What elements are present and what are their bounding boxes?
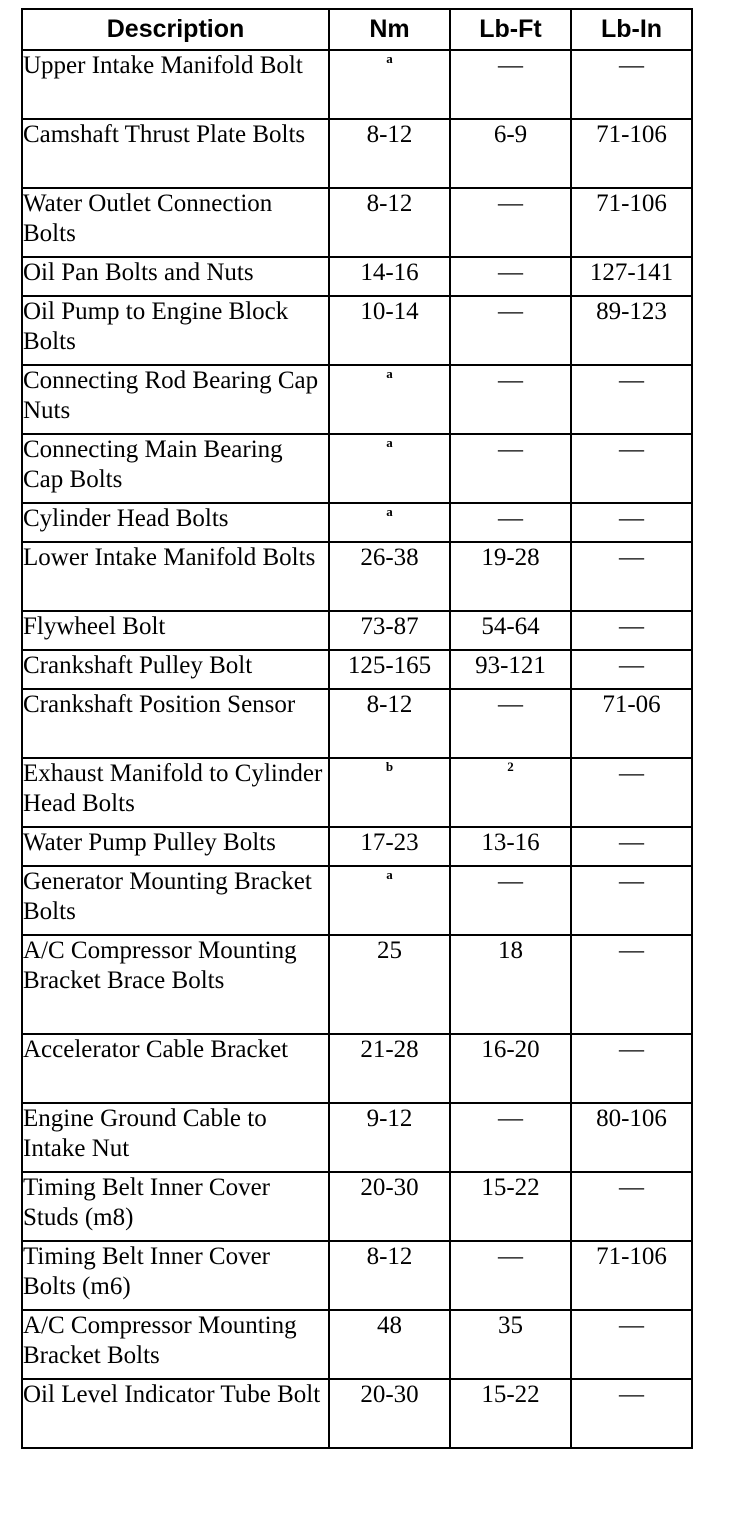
cell-lb-ft xyxy=(450,758,571,827)
cell-lb-ft: — xyxy=(450,866,571,935)
cell-lb-ft: — xyxy=(450,1241,571,1310)
cell-lb-in: 71-106 xyxy=(571,1241,692,1310)
torque-spec-table xyxy=(21,8,693,1449)
cell-nm: 26-38 xyxy=(329,542,450,611)
table-row xyxy=(22,1034,692,1103)
cell-lb-in: — xyxy=(571,866,692,935)
cell-nm: 20-30 xyxy=(329,1172,450,1241)
cell-description: Timing Belt Inner Cover Studs (m8) xyxy=(22,1172,329,1241)
cell-description: Lower Intake Manifold Bolts xyxy=(22,542,329,611)
table-row xyxy=(22,434,692,503)
cell-lb-ft: — xyxy=(450,257,571,296)
table-row xyxy=(22,611,692,650)
cell-lb-in: 71-106 xyxy=(571,119,692,188)
cell-nm: 48 xyxy=(329,1310,450,1379)
footnote-marker: a xyxy=(386,504,393,519)
cell-nm xyxy=(329,503,450,542)
table-row xyxy=(22,119,692,188)
cell-description: Accelerator Cable Bracket xyxy=(22,1034,329,1103)
header-nm: Nm xyxy=(329,9,450,50)
table-row xyxy=(22,866,692,935)
cell-lb-ft: — xyxy=(450,1103,571,1172)
cell-lb-in: — xyxy=(571,365,692,434)
cell-description: Connecting Main Bearing Cap Bolts xyxy=(22,434,329,503)
table-row xyxy=(22,758,692,827)
cell-lb-ft: 15-22 xyxy=(450,1379,571,1448)
cell-nm: 125-165 xyxy=(329,650,450,689)
cell-lb-ft: — xyxy=(450,365,571,434)
cell-lb-in: 80-106 xyxy=(571,1103,692,1172)
cell-lb-in: — xyxy=(571,1172,692,1241)
cell-nm: 8-12 xyxy=(329,689,450,758)
cell-lb-in: 71-106 xyxy=(571,188,692,257)
cell-lb-ft: 54-64 xyxy=(450,611,571,650)
cell-lb-ft: — xyxy=(450,296,571,365)
table-row xyxy=(22,257,692,296)
cell-lb-in: — xyxy=(571,1034,692,1103)
footnote-marker: 2 xyxy=(507,759,514,774)
cell-nm xyxy=(329,866,450,935)
cell-lb-in: — xyxy=(571,650,692,689)
cell-description: Upper Intake Manifold Bolt xyxy=(22,50,329,119)
table-row xyxy=(22,1241,692,1310)
cell-description: Oil Level Indicator Tube Bolt xyxy=(22,1379,329,1448)
header-lb-in: Lb-In xyxy=(571,9,692,50)
table-row xyxy=(22,188,692,257)
table-row xyxy=(22,365,692,434)
cell-lb-in: — xyxy=(571,935,692,1034)
cell-nm xyxy=(329,365,450,434)
cell-description: Oil Pan Bolts and Nuts xyxy=(22,257,329,296)
table-row xyxy=(22,1103,692,1172)
footnote-marker: a xyxy=(386,435,393,450)
cell-description: Camshaft Thrust Plate Bolts xyxy=(22,119,329,188)
cell-description: Flywheel Bolt xyxy=(22,611,329,650)
footnote-marker: a xyxy=(386,867,393,882)
header-lb-ft: Lb-Ft xyxy=(450,9,571,50)
cell-nm: 20-30 xyxy=(329,1379,450,1448)
cell-lb-in: — xyxy=(571,542,692,611)
cell-nm: 14-16 xyxy=(329,257,450,296)
cell-nm: 25 xyxy=(329,935,450,1034)
cell-description: Crankshaft Pulley Bolt xyxy=(22,650,329,689)
cell-lb-in: — xyxy=(571,503,692,542)
header-row xyxy=(22,9,692,50)
table-row xyxy=(22,1172,692,1241)
cell-description: A/C Compressor Mounting Bracket Bolts xyxy=(22,1310,329,1379)
cell-lb-ft: — xyxy=(450,434,571,503)
cell-lb-ft: — xyxy=(450,50,571,119)
cell-description: Generator Mounting Bracket Bolts xyxy=(22,866,329,935)
footnote-marker: a xyxy=(386,366,393,381)
cell-nm: 10-14 xyxy=(329,296,450,365)
cell-description: Engine Ground Cable to Intake Nut xyxy=(22,1103,329,1172)
cell-description: Water Outlet Connection Bolts xyxy=(22,188,329,257)
cell-lb-ft: 18 xyxy=(450,935,571,1034)
table-row xyxy=(22,650,692,689)
cell-nm xyxy=(329,758,450,827)
cell-description: Crankshaft Position Sensor xyxy=(22,689,329,758)
header-description: Description xyxy=(22,9,329,50)
cell-lb-in: — xyxy=(571,50,692,119)
cell-lb-ft: 6-9 xyxy=(450,119,571,188)
cell-description: Connecting Rod Bearing Cap Nuts xyxy=(22,365,329,434)
cell-nm: 21-28 xyxy=(329,1034,450,1103)
cell-lb-ft: — xyxy=(450,689,571,758)
cell-nm xyxy=(329,50,450,119)
table-row xyxy=(22,542,692,611)
table-row xyxy=(22,503,692,542)
cell-nm: 8-12 xyxy=(329,188,450,257)
cell-lb-ft: — xyxy=(450,503,571,542)
cell-lb-in: 71-06 xyxy=(571,689,692,758)
table-row xyxy=(22,935,692,1034)
cell-lb-in: 89-123 xyxy=(571,296,692,365)
cell-lb-ft: 16-20 xyxy=(450,1034,571,1103)
cell-description: A/C Compressor Mounting Bracket Brace Bolts xyxy=(22,935,329,1034)
table-row xyxy=(22,1310,692,1379)
cell-description: Oil Pump to Engine Block Bolts xyxy=(22,296,329,365)
cell-lb-in: — xyxy=(571,827,692,866)
cell-lb-ft: — xyxy=(450,188,571,257)
cell-nm xyxy=(329,434,450,503)
cell-lb-ft: 19-28 xyxy=(450,542,571,611)
cell-nm: 17-23 xyxy=(329,827,450,866)
table-row xyxy=(22,827,692,866)
footnote-marker: a xyxy=(386,51,393,66)
cell-lb-in: — xyxy=(571,1379,692,1448)
cell-nm: 8-12 xyxy=(329,1241,450,1310)
cell-lb-ft: 93-121 xyxy=(450,650,571,689)
cell-nm: 9-12 xyxy=(329,1103,450,1172)
cell-lb-ft: 13-16 xyxy=(450,827,571,866)
cell-lb-in: — xyxy=(571,434,692,503)
cell-nm: 8-12 xyxy=(329,119,450,188)
table-row xyxy=(22,50,692,119)
cell-lb-in: — xyxy=(571,758,692,827)
table-row xyxy=(22,1379,692,1448)
cell-description: Exhaust Manifold to Cylinder Head Bolts xyxy=(22,758,329,827)
footnote-marker: b xyxy=(385,759,394,774)
cell-lb-in: — xyxy=(571,1310,692,1379)
cell-description: Cylinder Head Bolts xyxy=(22,503,329,542)
table-row xyxy=(22,296,692,365)
cell-description: Water Pump Pulley Bolts xyxy=(22,827,329,866)
cell-description: Timing Belt Inner Cover Bolts (m6) xyxy=(22,1241,329,1310)
cell-lb-in: 127-141 xyxy=(571,257,692,296)
cell-lb-ft: 15-22 xyxy=(450,1172,571,1241)
cell-lb-ft: 35 xyxy=(450,1310,571,1379)
cell-nm: 73-87 xyxy=(329,611,450,650)
cell-lb-in: — xyxy=(571,611,692,650)
table-row xyxy=(22,689,692,758)
